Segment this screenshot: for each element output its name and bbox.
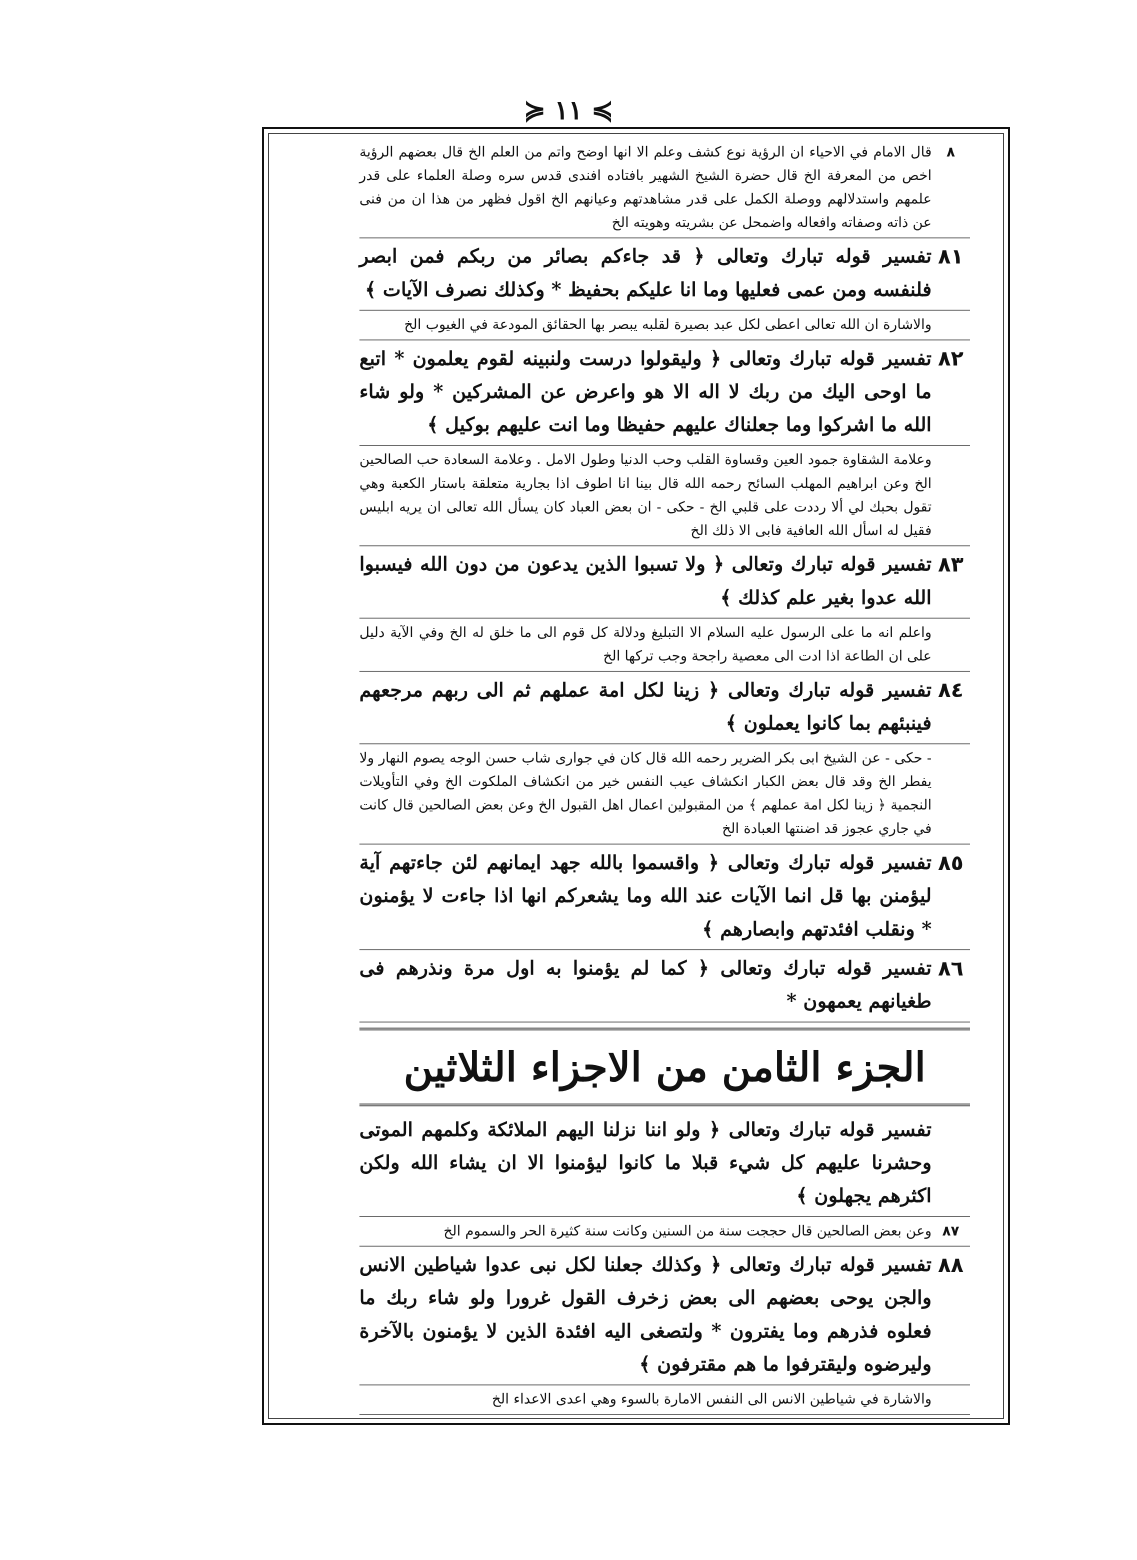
- verse-number: ۸٤: [938, 677, 964, 703]
- verse-number: ۸٥: [938, 850, 964, 876]
- note-block: [359, 446, 970, 546]
- note-block: [359, 619, 970, 672]
- note-text: - حكى - عن الشيخ ابى بكر الضرير رحمه الله قال كان في جوارى شاب حسن الوجه يصوم النهار ولا يفطر الخ وقد قال بعض الكبار انكشاف عيب النفس خير من انكشاف الملكوت الخ وفي التأويلات النجمية ﴿ زينا لكل امة عملهم ﴾ من المقبولين اعمال اهل القبول الخ وعن بعض الصالحين قال كانت في جاري عجوز قد اضنتها العبادة الخ: [359, 749, 932, 837]
- verse-text: تفسير قوله تبارك وتعالى ﴿ وليقولوا درست ولنبينه لقوم يعلمون * اتبع ما اوحى اليك من ربك لا اله الا هو واعرض عن المشركين * ولو شاء الله ما اشركوا وما جعلناك عليهم حفيظا وما انت عليهم بوكيل ﴾: [359, 347, 932, 437]
- verse-text: تفسير قوله تبارك وتعالى ﴿ ولا تسبوا الذين يدعون من دون الله فيسبوا الله عدوا بغير علم كذلك ﴾: [359, 553, 932, 610]
- note-text: والاشارة في شياطين الانس الى النفس الامارة بالسوء وهي اعدى الاعداء الخ: [491, 1390, 932, 1408]
- verse-block: [359, 340, 970, 446]
- verse-block: [359, 845, 970, 951]
- page-number-value: ۱۱: [554, 96, 583, 126]
- note-block: [359, 138, 970, 238]
- note-text: واعلم انه ما على الرسول عليه السلام الا التبليغ ودلالة كل قوم الى ما خلق له الخ وفي الآية دليل على ان الطاعة اذا ادت الى معصية راجحة وجب تركها الخ: [359, 623, 932, 664]
- verse-text: تفسير قوله تبارك وتعالى ﴿ زينا لكل امة عملهم ثم الى ربهم مرجعهم فينبئهم بما كانوا يعملون ﴾: [359, 678, 932, 735]
- note-text: وعلامة الشقاوة جمود العين وقساوة القلب وحب الدنيا وطول الامل . وعلامة السعادة حب الصالحين الخ وعن ابراهيم المهلب السائح رحمه الله قال بينا انا اطوف اذا بجارية متعلقة باستار الكعبة وهي تقول بحبك لي ألا رددت على قلبي الخ - حكى - ان بعض العباد كان يسأل الله تعالى ان يريه ابليس فقيل له اسأل الله العافية فابى الا ذلك الخ: [359, 451, 932, 539]
- verse-number: ۸۲: [938, 346, 964, 371]
- note-block: [359, 1385, 970, 1415]
- verse-text: تفسير قوله تبارك وتعالى ﴿ وكذلك جعلنا لكل نبى عدوا شياطين الانس والجن يوحى بعضهم الى بعض زخرف القول غرورا ولو شاء ربك ما فعلوه فذرهم وما يفترون * ولتصغى اليه افئدة الذين لا يؤمنون بالآخرة وليرضوه وليقترفوا ما هم مقترفون ﴾: [359, 1253, 932, 1376]
- verse-text: تفسير قوله تبارك وتعالى ﴿ ولو اننا نزلنا اليهم الملائكة وكلمهم الموتى وحشرنا عليهم كل شيء قبلا ما كانوا ليؤمنوا الا ان يشاء الله ولكن اكثرهم يجهلون ﴾: [359, 1118, 932, 1208]
- verse-number: ۸۷: [942, 1222, 960, 1239]
- verse-number: ۸۸: [938, 1252, 964, 1278]
- note-text: قال الامام في الاحياء ان الرؤية نوع كشف وعلم الا انها اوضح واتم من العلم الخ قال بعضهم الرؤية اخص من المعرفة الخ قال حضرة الشيخ الشهير بافتاده افندى قدس سره وصلة العلماء على قدر علمهم واستدلالهم ووصلة الكمل على قدر مشاهدتهم وعيانهم الخ اقول فظهر من هذا ان من فنى عن ذاته وصفاته وافعاله واضمحل عن بشريته وهويته الخ: [359, 143, 932, 231]
- part-title: الجزء الثامن من الاجزاء الثلاثين: [359, 1028, 970, 1107]
- note-text: والاشارة ان الله تعالى اعطى لكل عبد بصيرة لقلبه يبصر بها الحقائق المودعة في الغيوب الخ: [404, 315, 932, 333]
- verse-number: ۸۱: [938, 244, 964, 269]
- verse-block: [359, 1111, 970, 1217]
- page-number-ornament-left: ≽: [523, 96, 555, 126]
- verse-text: تفسير قوله تبارك وتعالى ﴿ كما لم يؤمنوا به اول مرة ونذرهم فى طغيانهم يعمهون *: [359, 957, 932, 1013]
- note-text: وعن بعض الصالحين قال حججت سنة من السنين وكانت سنة كثيرة الحر والسموم الخ: [443, 1222, 932, 1239]
- verse-block: [359, 672, 970, 744]
- verse-block: [359, 238, 970, 310]
- verse-number: ۸٦: [938, 956, 964, 981]
- verse-number: ۸: [946, 143, 956, 160]
- verse-block: [359, 546, 970, 618]
- note-block: [359, 1217, 970, 1247]
- verse-number: ۸۳: [938, 552, 964, 577]
- note-block: [359, 744, 970, 844]
- verse-text: تفسير قوله تبارك وتعالى ﴿ قد جاءكم بصائر من ربكم فمن ابصر فلنفسه ومن عمى فعليها وما انا عليكم بحفيظ * وكذلك نصرف الآيات ﴾: [359, 245, 932, 302]
- verse-text: تفسير قوله تبارك وتعالى ﴿ واقسموا بالله جهد ايمانهم لئن جاءتهم آية ليؤمنن بها قل انما الآيات عند الله وما يشعركم انها اذا جاءت لا يؤمنون * ونقلب افئدتهم وابصارهم ﴾: [359, 851, 932, 941]
- page-number-ornament-right: ≼: [582, 96, 614, 126]
- verse-block: [359, 950, 970, 1022]
- page-number: [0, 96, 1137, 126]
- text-column: [359, 138, 970, 1415]
- note-block: [359, 311, 970, 341]
- verse-block: [359, 1247, 970, 1386]
